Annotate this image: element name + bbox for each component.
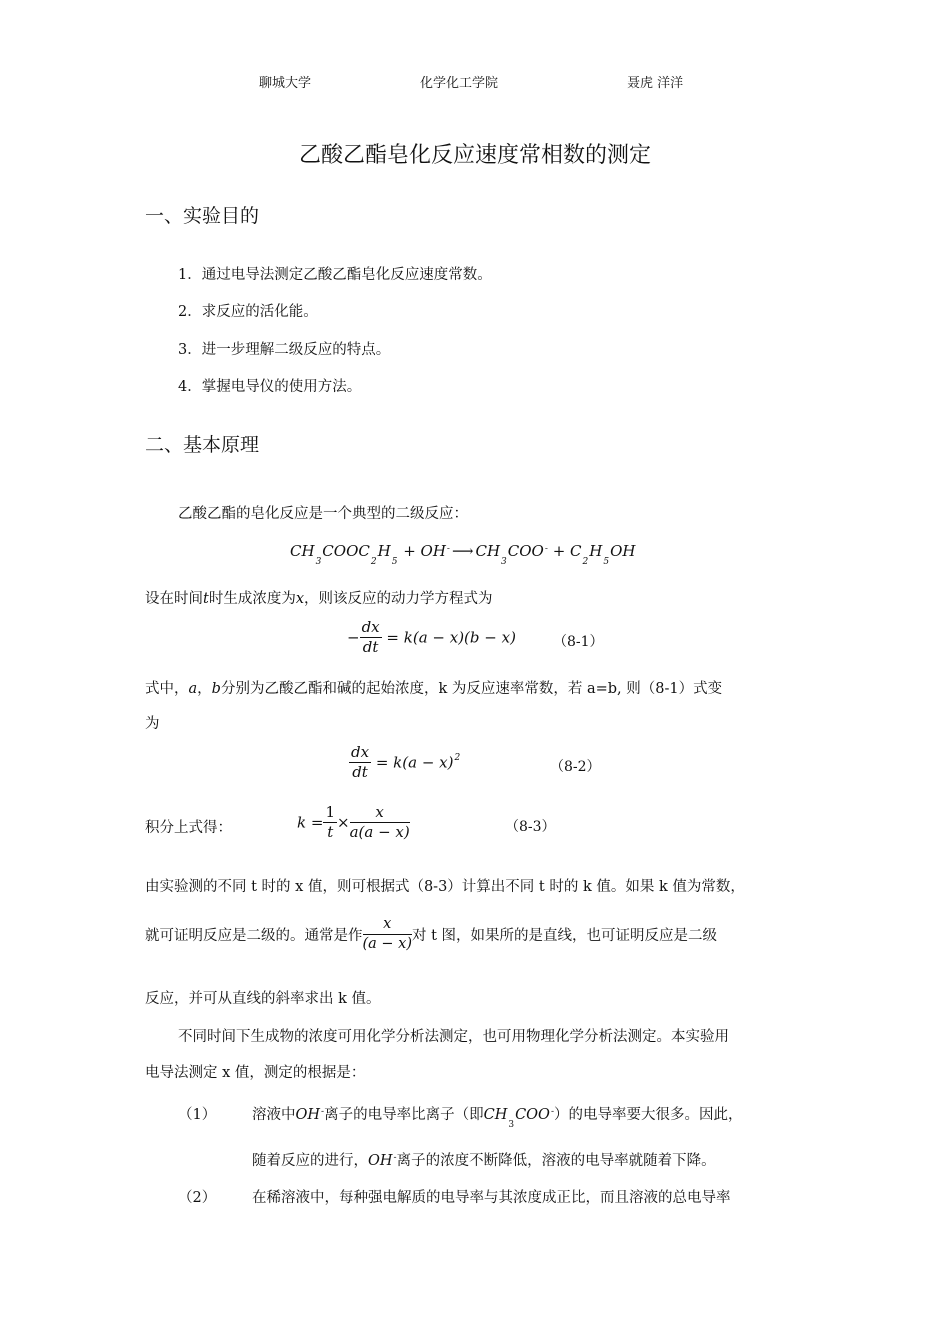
objective-item-2: 2．求反应的活化能。	[178, 304, 318, 320]
basis-2-number: （2）	[178, 1190, 217, 1206]
equation-8-1: − $\frac{dx}{dt}$ = k(a − x)(b − x)	[347, 618, 516, 656]
equation-number-8-3: （8-3）	[505, 819, 556, 835]
where-paragraph: 式中，a，b分别为乙酸乙酯和碱的起始浓度，k 为反应速率常数，若 a=b, 则（8-1）式变	[145, 681, 723, 697]
objective-item-4: 4．掌握电导仪的使用方法。	[178, 379, 362, 395]
time-paragraph: 设在时间t时生成浓度为x，则该反应的动力学方程式为	[145, 591, 493, 607]
integrate-label: 积分上式得：	[145, 820, 232, 836]
principle-intro: 乙酸乙酯的皂化反应是一个典型的二级反应：	[178, 506, 468, 522]
header-university: 聊城大学	[259, 76, 312, 91]
calc-paragraph-line2: 就可证明反应是二级的。通常是作 $\frac{x}{(a - x)}$ 对 t 图，如果所的是直线，也可证明反应是二级	[145, 916, 718, 952]
basis-2-line1: 在稀溶液中，每种强电解质的电导率与其浓度成正比，而且溶液的总电导率	[252, 1190, 731, 1206]
where-paragraph-cont: 为	[145, 716, 160, 732]
basis-1-line1: 溶液中OH-离子的电导率比离子（即$CH_3COO^-$）的电导率要大很多。因此，	[252, 1107, 743, 1130]
basis-1-number: （1）	[178, 1107, 217, 1123]
page-title: 乙酸乙酯皂化反应速度常相数的测定	[298, 143, 651, 168]
calc-paragraph-line3: 反应，并可从直线的斜率求出 k 值。	[145, 991, 381, 1007]
equation-8-2: $\frac{dx}{dt}$ = $k(a - x)^2$	[351, 743, 461, 781]
header-author: 聂虎 洋洋	[627, 76, 684, 91]
section2-heading: 二、基本原理	[145, 434, 260, 456]
method-paragraph-line1: 不同时间下生成物的浓度可用化学分析法测定，也可用物理化学分析法测定。本实验用	[178, 1029, 729, 1045]
reaction-equation: $CH_3COOC_2H_5 + OH^-$ ⟶ $CH_3COO^- + C_2H_5OH$	[290, 542, 636, 567]
equation-number-8-1: （8-1）	[553, 634, 604, 650]
header-college: 化学化工学院	[420, 76, 499, 91]
section1-heading: 一、实验目的	[145, 205, 260, 227]
objective-item-1: 1．通过电导法测定乙酸乙酯皂化反应速度常数。	[178, 267, 492, 283]
calc-paragraph-line1: 由实验测的不同 t 时的 x 值，则可根据式（8-3）计算出不同 t 时的 k 值。如果 k 值为常数，	[145, 879, 745, 895]
objective-item-3: 3．进一步理解二级反应的特点。	[178, 342, 391, 358]
method-paragraph-line2: 电导法测定 x 值，测定的根据是：	[145, 1065, 366, 1081]
equation-number-8-2: （8-2）	[550, 759, 601, 775]
basis-1-line2: 随着反应的进行，OH-离子的浓度不断降低，溶液的电导率就随着下降。	[252, 1153, 716, 1169]
equation-8-3: k = $\frac{1}{t}$ × $\frac{x}{a(a - x)}$	[297, 803, 410, 841]
